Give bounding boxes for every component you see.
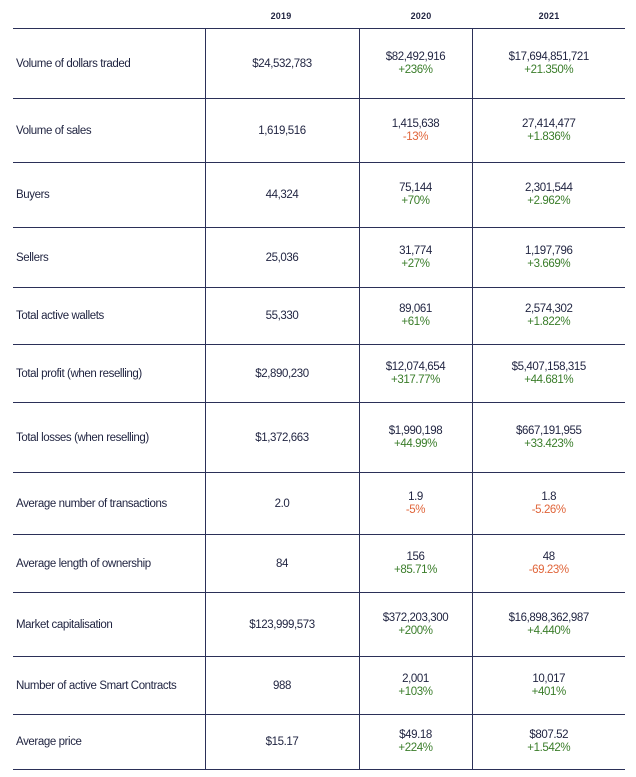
row-label: Market capitalisation — [13, 593, 205, 657]
value-2020: $1,990,198 — [388, 424, 443, 437]
change-2021: +44.681% — [524, 373, 574, 386]
table-row — [13, 657, 625, 715]
table-row — [13, 535, 625, 593]
value-2021: 2,301,544 — [524, 182, 573, 194]
change-2020: +200% — [398, 624, 433, 637]
value-2021: $807.52 — [529, 729, 569, 741]
change-2021: -69.23% — [528, 563, 569, 576]
value-2021: 10,017 — [532, 672, 566, 685]
table-row — [13, 228, 625, 288]
value-2021: 1.8 — [541, 490, 557, 503]
value-2020: $12,074,654 — [385, 360, 446, 373]
value-2020: $82,492,916 — [385, 50, 446, 63]
cell-2021 — [472, 345, 625, 403]
row-label: Number of active Smart Contracts — [13, 657, 205, 715]
row-label: Average number of transactions — [13, 473, 205, 535]
table-row — [13, 29, 625, 99]
value-2019: 84 — [205, 535, 359, 593]
change-2021: +1.836% — [527, 130, 571, 143]
value-2020: 1,415,638 — [391, 117, 440, 130]
cell-2020 — [359, 29, 472, 99]
cell-2020 — [359, 163, 472, 228]
cell-2020 — [359, 657, 472, 715]
change-2020: +70% — [401, 195, 430, 207]
table-row — [13, 593, 625, 657]
row-label: Total losses (when reselling) — [13, 403, 205, 473]
value-2020: 1.9 — [408, 490, 423, 503]
value-2021: 1,197,796 — [524, 244, 573, 257]
row-label: Volume of dollars traded — [13, 29, 205, 99]
value-2020: $372,203,300 — [382, 611, 449, 624]
value-2020: 89,061 — [399, 303, 432, 315]
row-label: Volume of sales — [13, 99, 205, 163]
table-header — [0, 0, 636, 28]
value-2019: 1,619,516 — [205, 99, 359, 163]
cell-2021 — [472, 163, 625, 228]
row-label: Average length of ownership — [13, 535, 205, 593]
change-2020: +103% — [398, 685, 433, 698]
change-2021: +3.669% — [527, 257, 571, 270]
cell-2021 — [472, 288, 625, 345]
change-2020: +236% — [398, 63, 433, 76]
table-row — [13, 403, 625, 473]
change-2021: +33.423% — [524, 437, 574, 450]
cell-2020 — [359, 403, 472, 473]
table-body — [13, 29, 625, 770]
cell-2021 — [472, 29, 625, 99]
value-2019: $1,372,663 — [205, 403, 359, 473]
value-2019: 25,036 — [205, 228, 359, 288]
change-2021: +2.962% — [527, 195, 571, 207]
cell-2020 — [359, 345, 472, 403]
change-2020: +317.77% — [391, 373, 440, 386]
row-label: Buyers — [13, 163, 205, 228]
statistics-table — [13, 28, 625, 770]
change-2021: +4.440% — [527, 624, 571, 637]
table-row — [13, 345, 625, 403]
cell-2021 — [472, 228, 625, 288]
change-2020: +85.71% — [394, 563, 437, 576]
cell-2021 — [472, 99, 625, 163]
cell-2021 — [472, 715, 625, 770]
cell-2020 — [359, 715, 472, 770]
table-row — [13, 163, 625, 228]
value-2019: 988 — [205, 657, 359, 715]
change-2020: -5% — [405, 503, 426, 516]
cell-2020 — [359, 593, 472, 657]
value-2019: 55,330 — [205, 288, 359, 345]
change-2021: -5.26% — [531, 503, 566, 516]
value-2019: 2.0 — [205, 473, 359, 535]
change-2021: +401% — [531, 685, 566, 698]
value-2021: 2,574,302 — [524, 303, 573, 315]
table-row — [13, 715, 625, 770]
value-2021: 48 — [542, 550, 555, 563]
value-2020: 2,001 — [402, 672, 429, 685]
value-2021: $5,407,158,315 — [511, 360, 586, 373]
change-2020: +44.99% — [394, 437, 437, 450]
value-2019: $15.17 — [205, 715, 359, 770]
table-row — [13, 473, 625, 535]
cell-2021 — [472, 535, 625, 593]
cell-2021 — [472, 403, 625, 473]
value-2021: $17,694,851,721 — [508, 50, 589, 63]
value-2020: 75,144 — [399, 182, 432, 194]
value-2021: 27,414,477 — [521, 117, 576, 130]
value-2020: 156 — [406, 550, 425, 563]
header-2019: 2019 — [270, 11, 292, 21]
cell-2021 — [472, 473, 625, 535]
change-2021: +1.822% — [527, 316, 571, 328]
row-label: Total profit (when reselling) — [13, 345, 205, 403]
header-2021: 2021 — [538, 11, 560, 21]
row-label: Sellers — [13, 228, 205, 288]
table-row — [13, 99, 625, 163]
cell-2020 — [359, 288, 472, 345]
change-2020: -13% — [402, 130, 429, 143]
cell-2020 — [359, 473, 472, 535]
value-2021: $16,898,362,987 — [508, 611, 589, 624]
cell-2020 — [359, 99, 472, 163]
cell-2020 — [359, 228, 472, 288]
cell-2020 — [359, 535, 472, 593]
change-2021: +1.542% — [527, 742, 571, 754]
value-2019: 44,324 — [205, 163, 359, 228]
table-row — [13, 288, 625, 345]
change-2020: +61% — [401, 316, 430, 328]
cell-2021 — [472, 593, 625, 657]
row-label: Average price — [13, 715, 205, 770]
change-2021: +21.350% — [524, 63, 574, 76]
value-2019: $2,890,230 — [205, 345, 359, 403]
change-2020: +224% — [398, 742, 433, 754]
value-2020: 31,774 — [399, 244, 432, 257]
value-2020: $49.18 — [399, 729, 432, 741]
value-2019: $123,999,573 — [205, 593, 359, 657]
value-2021: $667,191,955 — [515, 424, 582, 437]
value-2019: $24,532,783 — [205, 29, 359, 99]
row-label: Total active wallets — [13, 288, 205, 345]
header-2020: 2020 — [410, 11, 432, 21]
cell-2021 — [472, 657, 625, 715]
change-2020: +27% — [401, 257, 430, 270]
